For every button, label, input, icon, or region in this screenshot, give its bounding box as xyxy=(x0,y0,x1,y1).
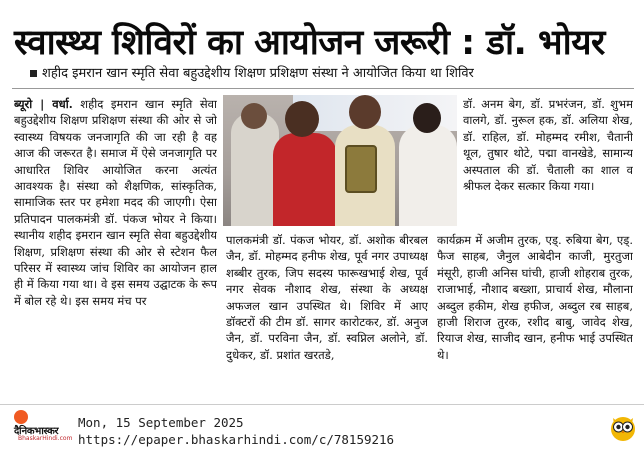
column-1-text: शहीद इमरान खान स्मृति सेवा बहुउद्देशीय शिक्षण प्रशिक्षण संस्था की ओर से जो स्वास्थ्य विषयक जनजागृति की जा रही है वह आज की जरूरत है। समाज में ऐसे जनजागृति पर आधारित शिविर आयोजित करना अत्यंत आवश्यक है। संस्था को शैक्षणिक, सांस्कृतिक, सामाजिक स्तर पर हमेशा मदद की जाएगी। ऐसा प्रतिपादन पालकमंत्री डॉ. पंकज भोयर ने किया। स्थानीय शहीद इमरान खान स्मृति सेवा बहुउद्देशीय शिक्षण, प्रशिक्षण संस्था की ओर से स्टेशन फैल परिसर में स्वास्थ्य जांच शिविर का आयोजन हाल ही में किया गया था। वे इस समय उद्घाटक के रूप में बोल रहे थे। इस समय मंच पर xyxy=(14,97,217,308)
footer-divider xyxy=(0,404,644,405)
logo-name: दैनिकभास्कर xyxy=(14,426,59,437)
photo-person-right xyxy=(399,125,457,226)
article-subheadline xyxy=(30,66,640,82)
photo-person-left xyxy=(231,113,279,226)
photo-person-main-head xyxy=(285,101,319,137)
footer-meta xyxy=(78,414,394,448)
owl-icon xyxy=(608,412,638,442)
photo-person-right-head xyxy=(413,103,441,133)
photo-memento xyxy=(345,145,377,193)
bullet-icon xyxy=(30,70,37,77)
photo-person-main xyxy=(273,133,337,226)
sun-icon xyxy=(14,410,28,424)
article-photo xyxy=(223,95,457,226)
article-column-1 xyxy=(14,96,217,392)
photo-person-center-head xyxy=(349,95,381,129)
publication-date: Mon, 15 September 2025 xyxy=(78,415,244,430)
brand-logo xyxy=(14,410,74,440)
article-column-3: कार्यक्रम में अजीम तुरक, एड्. रुबिया बेग, एड्. फैज साहब, जैनुल आबेदीन काजी, मुरतुजा मंसूरी, हाजी अनिस घांची, हाजी शोहराब तुरक, राजाभाई, नौशाद बख्शा, प्राचार्य शेख, मौलाना अब्दुल हकीम, शेख हफीज, अब्दुल रब साहब, हाजी शिराज तुरक, रशीद बाबु, जावेद शेख, रियाज शेख, साजीद खान, हनीफ भाई उपस्थित थे। xyxy=(437,233,633,362)
article-dateline: ब्यूरो | वर्धा. xyxy=(14,97,73,111)
article-column-2-bottom: पालकमंत्री डॉ. पंकज भोयर, डॉ. अशोक बीरबल जैन, डॉ. मोहम्मद हनीफ शेख, पूर्व नगर उपाध्यक्ष शब्बीर तुरक, जिप सदस्य फारूखभाई शेख, पूर्व नगर सेवक नौशाद शेख, संस्था के अध्यक्ष अफजल खान उपस्थित थे। शिविर में आए डॉक्टरों की टीम डॉ. सागर कारोटकर, डॉ. अनुज जैन, डॉ. परविना जैन, डॉ. स्वप्निल अलोने, डॉ. दुधेकर, डॉ. प्रशांत खरतडे, xyxy=(226,233,428,362)
photo-person-left-head xyxy=(241,103,267,129)
article-column-2-top: डॉ. अनम बेग, डॉ. प्रभरंजन, डॉ. शुभम वालगे, डॉ. नुरूल हक, डॉ. अलिया शेख, डॉ. राहिल, डॉ. मोहम्मद रमीश, चैतानी थूल, तुषार थोटे, पद्मा वानखेडे, सामान्य अस्पताल की डॉ. चैताली का शाल व श्रीफल देकर सत्कार किया गया। xyxy=(463,97,633,194)
article-headline: स्वास्थ्य शिविरों का आयोजन जरूरी : डॉ. भोयर xyxy=(14,23,605,63)
subheadline-text: शहीद इमरान खान स्मृति सेवा बहुउद्देशीय शिक्षण प्रशिक्षण संस्था ने आयोजित किया था शिविर xyxy=(42,66,474,81)
epaper-url[interactable]: https://epaper.bhaskarhindi.com/c/78159216 xyxy=(78,432,395,447)
headline-divider xyxy=(12,88,634,89)
logo-subtitle: BhaskarHindi.com xyxy=(18,435,73,442)
